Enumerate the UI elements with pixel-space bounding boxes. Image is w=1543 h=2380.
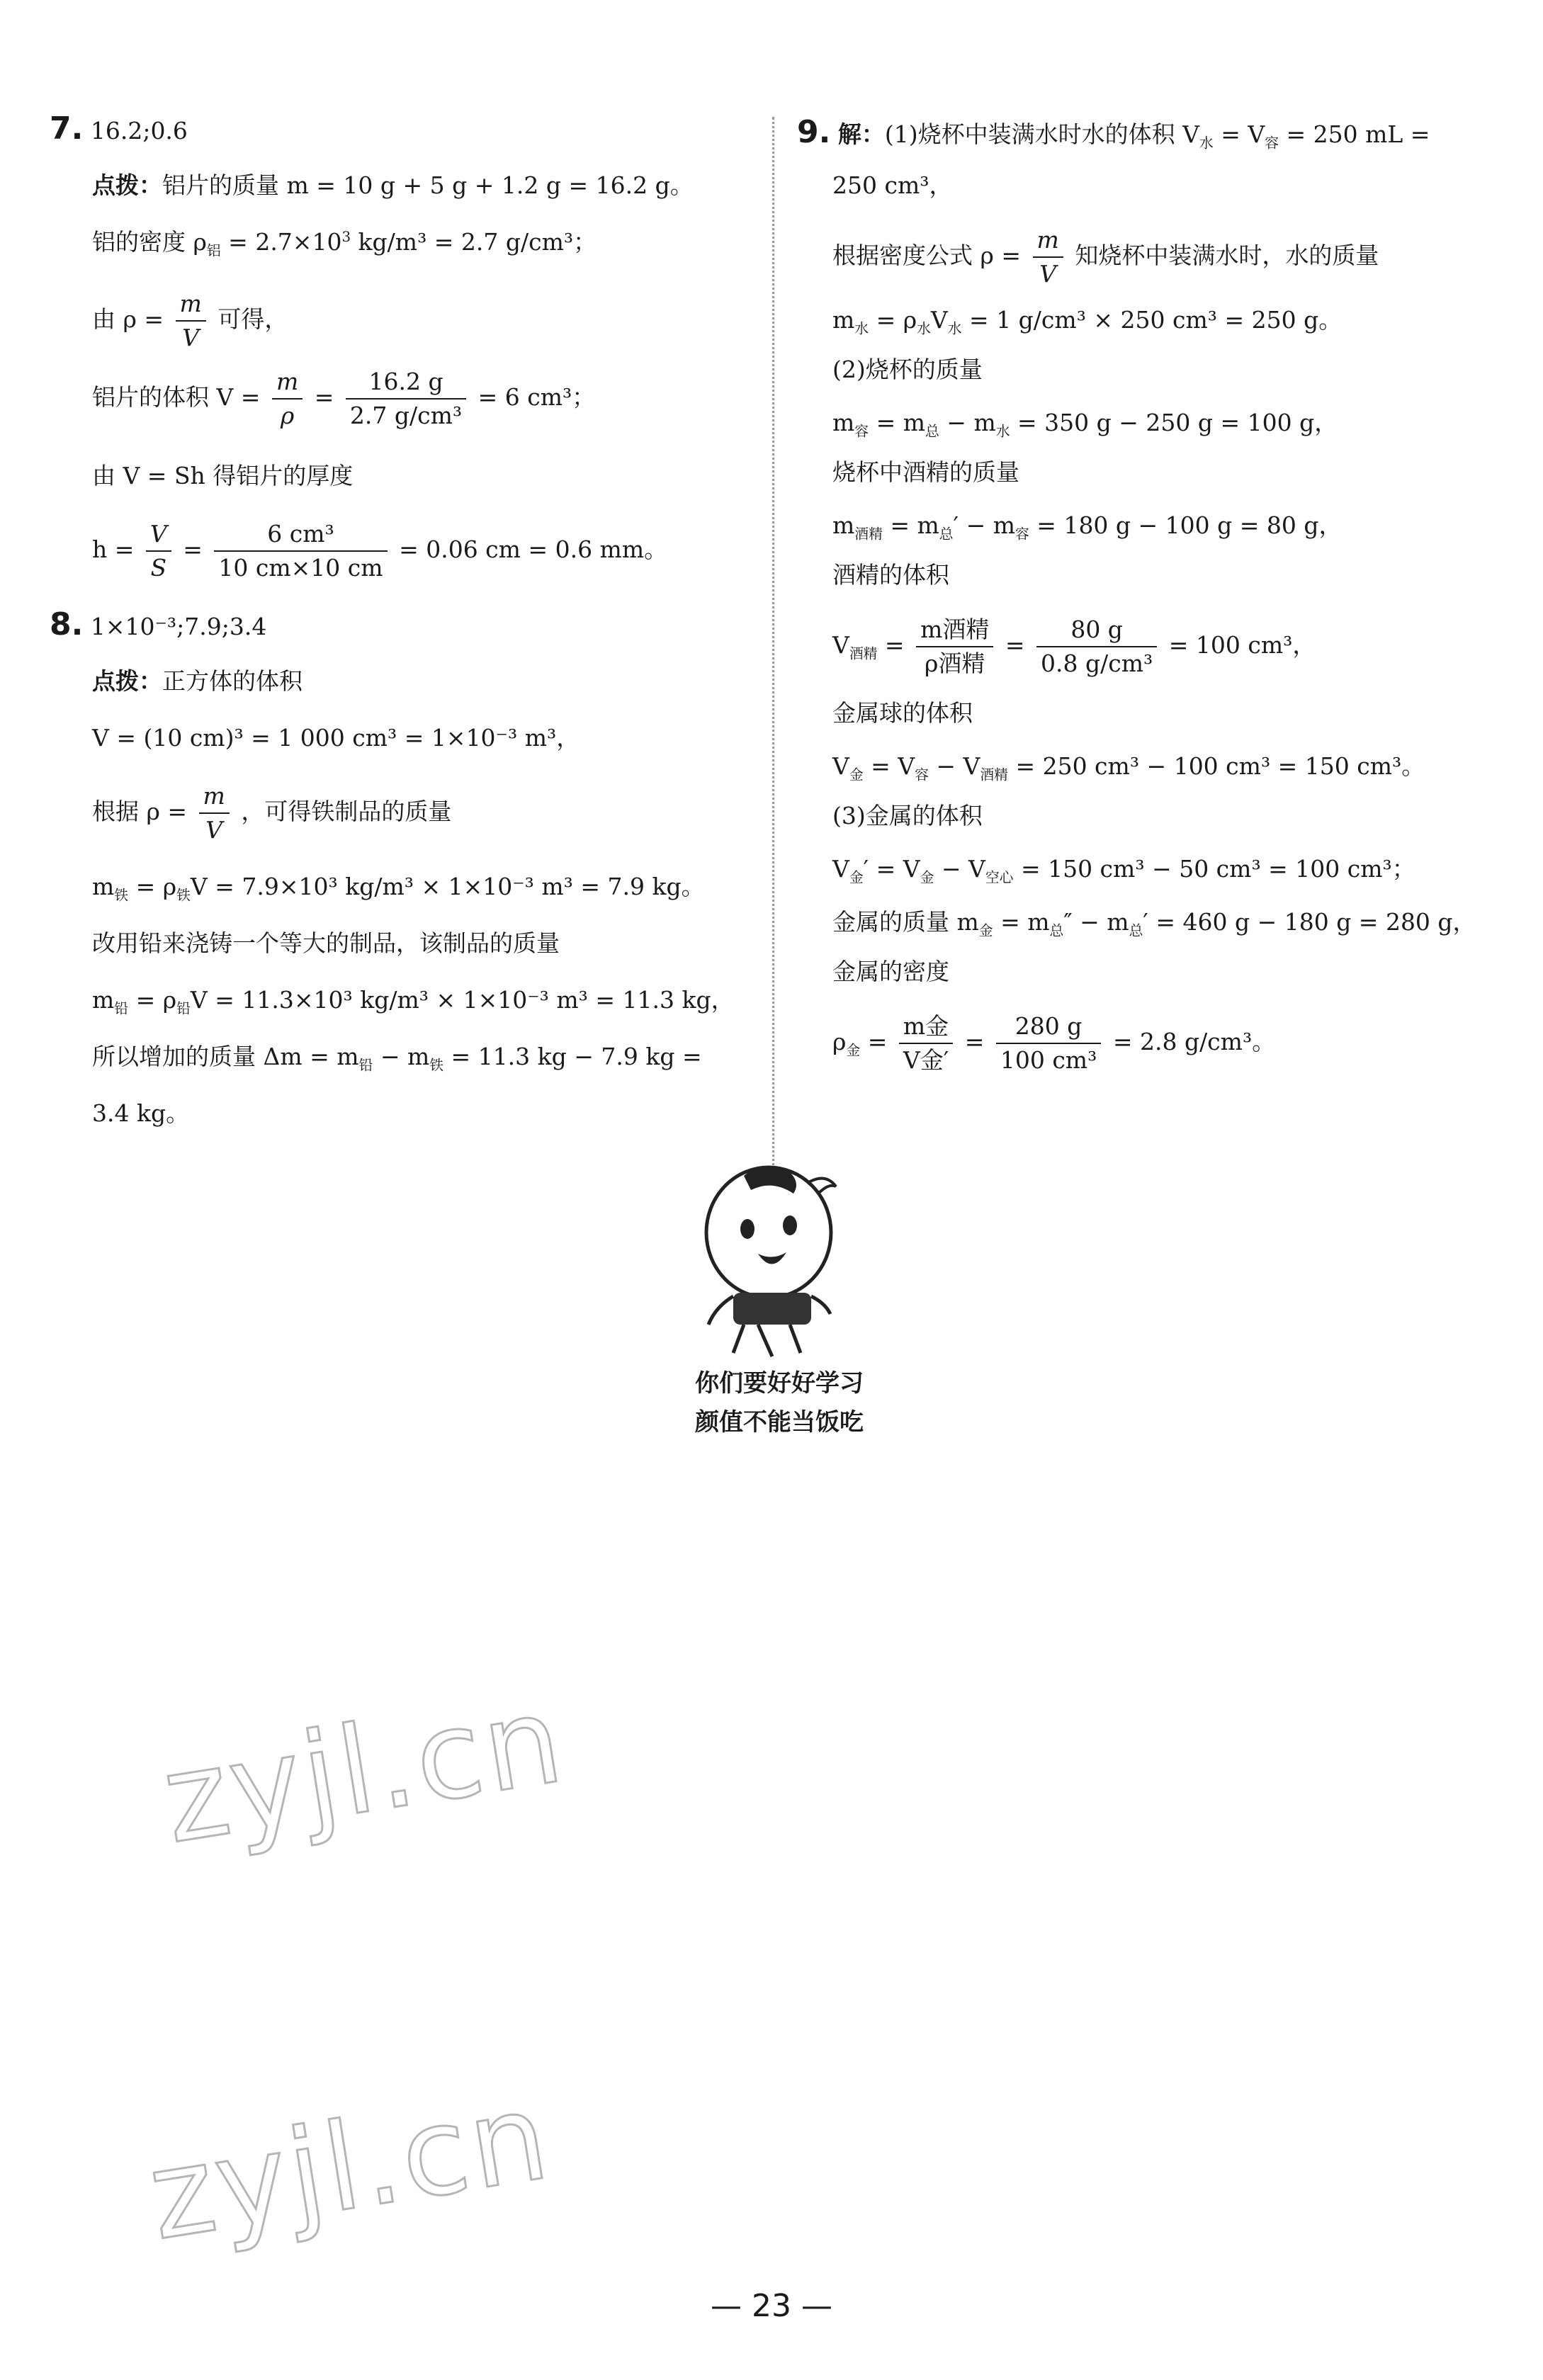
fraction <box>176 290 206 351</box>
q9-line-15 <box>832 910 1476 938</box>
fraction-numerator: m酒精 <box>916 616 993 647</box>
q9-text: V <box>832 855 849 883</box>
q8-text: − m <box>373 1043 430 1070</box>
q9-label: 解： <box>837 120 885 148</box>
q9-subscript: 水 <box>995 423 1010 440</box>
q8-text: V = 7.9×10³ kg/m³ × 1×10⁻³ m³ = 7.9 kg。 <box>190 873 705 900</box>
q8-subscript: 铁 <box>114 887 129 904</box>
q9-text: = 250 mL = <box>1278 120 1430 148</box>
q9-text: (2)烧杯的质量 <box>832 356 983 383</box>
q8-text: V = (10 cm)³ = 1 000 cm³ = 1×10⁻³ m³， <box>92 724 580 752</box>
fraction <box>899 1013 953 1074</box>
q9-text: 金属球的体积 <box>832 699 973 727</box>
q8-text: = ρ <box>128 986 177 1014</box>
q9-text: = V <box>863 752 915 780</box>
q8-line-4 <box>92 931 560 955</box>
q7-text: 由 V = Sh 得铝片的厚度 <box>92 462 354 489</box>
q9-text: − V <box>934 855 985 883</box>
q9-subscript: 容 <box>1265 135 1279 152</box>
q9-line-16 <box>832 960 949 983</box>
fraction-denominator: V金′ <box>903 1046 949 1074</box>
q7-answer-line <box>50 110 188 147</box>
q7-hint-label: 点拨： <box>92 171 162 199</box>
q9-text: 知烧杯中装满水时，水的质量 <box>1075 241 1379 269</box>
fraction-numerator: m金 <box>899 1013 953 1044</box>
q9-line-4 <box>832 308 1342 336</box>
q9-subscript: 金 <box>849 766 864 783</box>
q7-line-3 <box>92 290 288 351</box>
q9-text: 酒精的体积 <box>832 561 949 589</box>
q9-line-14 <box>832 857 1415 885</box>
q8-text: 3.4 kg。 <box>92 1099 190 1127</box>
q9-line-7 <box>832 460 1019 484</box>
q9-line-8 <box>832 511 1343 543</box>
q8-subscript: 铅 <box>114 1000 129 1017</box>
q7-superscript: 3 <box>341 229 351 245</box>
q9-text: m <box>832 511 855 539</box>
q8-subscript: 铁 <box>429 1057 444 1074</box>
q9-subscript: 总 <box>925 423 939 440</box>
fraction-denominator: V <box>1039 259 1057 288</box>
q8-hint-line <box>92 669 303 693</box>
q8-subscript: 铁 <box>176 887 191 904</box>
q9-text: ′ = V <box>863 855 920 883</box>
q7-text: = 0.06 cm = 0.6 mm。 <box>399 535 668 563</box>
q8-text: 改用铅来浇铸一个等大的制品，该制品的质量 <box>92 929 560 957</box>
q7-line-6 <box>92 521 667 582</box>
q9-text: m <box>832 306 855 334</box>
fraction-denominator: 0.8 g/cm³ <box>1041 649 1153 677</box>
q9-text: = 250 cm³ − 100 cm³ = 150 cm³。 <box>1007 752 1425 780</box>
equals-sign: = <box>183 535 203 563</box>
q8-line-2 <box>92 783 451 844</box>
q9-text: V <box>832 630 849 659</box>
q8-text: m <box>92 986 115 1014</box>
q9-text: 根据密度公式 ρ = <box>832 241 1022 269</box>
q7-number: 7. <box>50 110 84 147</box>
fraction-numerator: 80 g <box>1036 616 1157 647</box>
fraction-denominator: ρ <box>280 401 295 429</box>
fraction-numerator: 280 g <box>996 1013 1101 1044</box>
q9-subscript: 酒精 <box>854 526 883 543</box>
q8-text: = 11.3 kg − 7.9 kg = <box>443 1043 702 1070</box>
equals-sign: = <box>884 630 905 659</box>
q9-text: 金属的质量 m <box>832 908 979 936</box>
fraction <box>214 521 387 582</box>
fraction-numerator: V <box>146 521 171 552</box>
watermark-logo: zyjl.cn <box>154 1669 574 1871</box>
fraction <box>346 368 466 429</box>
q8-text: 正方体的体积 <box>162 667 303 695</box>
fraction-numerator: m <box>1033 227 1063 258</box>
q9-text: ρ <box>832 1027 847 1055</box>
mascot-illustration <box>666 1155 878 1360</box>
q9-text: = m <box>882 511 939 539</box>
q9-line-1 <box>797 114 1430 152</box>
q9-text: = m <box>993 908 1050 936</box>
q8-line-3 <box>92 875 705 902</box>
q9-subscript: 总 <box>1129 922 1143 939</box>
q7-text: = 2.7×10 <box>220 228 342 256</box>
q9-line-6 <box>832 411 1338 438</box>
q9-text: = 100 cm³， <box>1168 630 1316 659</box>
q9-text: = ρ <box>869 306 917 334</box>
q8-hint-label: 点拨： <box>92 667 162 695</box>
q7-line-4 <box>92 368 595 429</box>
q8-text: 所以增加的质量 Δm = m <box>92 1043 359 1070</box>
fraction <box>1036 616 1157 677</box>
q9-text: (3)金属的体积 <box>832 802 983 829</box>
fraction-denominator: 100 cm³ <box>1000 1046 1097 1074</box>
fraction <box>199 783 230 844</box>
q8-text: V = 11.3×10³ kg/m³ × 1×10⁻³ m³ = 11.3 kg， <box>190 986 735 1014</box>
q9-line-13 <box>832 804 983 827</box>
q8-number: 8. <box>50 606 84 642</box>
q9-text: = 2.8 g/cm³。 <box>1112 1027 1276 1055</box>
q9-subscript: 空心 <box>985 869 1014 886</box>
q9-subscript: 金 <box>849 869 864 886</box>
q7-text: 可得， <box>217 305 288 333</box>
q9-text: − m <box>939 409 996 436</box>
q9-subscript: 金 <box>978 922 993 939</box>
q7-text: = 6 cm³； <box>477 382 596 411</box>
q8-answer: 1×10⁻³;7.9;3.4 <box>90 613 267 640</box>
q9-subscript: 水 <box>1199 135 1214 152</box>
q8-line-5 <box>92 988 735 1016</box>
mascot-caption-line-2: 颜值不能当饭吃 <box>695 1408 864 1436</box>
q9-line-12 <box>832 754 1425 782</box>
watermark-logo: zyjl.cn <box>140 2066 560 2268</box>
q9-text: = 180 g − 100 g = 80 g， <box>1029 511 1343 539</box>
q9-line-10 <box>832 616 1316 677</box>
fraction-numerator: m <box>272 368 303 400</box>
q9-subscript: 金 <box>846 1042 861 1059</box>
q9-subscript: 水 <box>917 320 931 337</box>
q9-line-11 <box>832 701 973 725</box>
q8-line-7 <box>92 1101 189 1125</box>
q9-subscript: 容 <box>915 766 929 783</box>
q9-subscript: 容 <box>854 423 869 440</box>
q8-line-6 <box>92 1045 702 1072</box>
q9-subscript: 金 <box>920 869 934 886</box>
equals-sign: = <box>867 1027 888 1055</box>
q9-line-2 <box>832 171 953 199</box>
q8-subscript: 铅 <box>358 1057 373 1074</box>
fraction <box>146 521 171 582</box>
q9-subscript: 容 <box>1015 526 1029 543</box>
q7-text: 铝片的质量 m = 10 g + 5 g + 1.2 g = 16.2 g。 <box>162 171 694 199</box>
q8-text: 根据 ρ = <box>92 797 188 825</box>
q7-text: h = <box>92 535 135 563</box>
q9-text: = 150 cm³ − 50 cm³ = 100 cm³； <box>1013 855 1415 883</box>
fraction-denominator: 10 cm×10 cm <box>218 553 383 582</box>
q9-line-17 <box>832 1013 1275 1074</box>
q9-text: V <box>832 752 849 780</box>
equals-sign: = <box>964 1027 985 1055</box>
mascot-caption-line-1: 你们要好好学习 <box>695 1369 864 1398</box>
fraction-denominator: 2.7 g/cm³ <box>349 401 463 429</box>
page-number: — 23 — <box>711 2288 832 2324</box>
q9-number: 9. <box>797 114 831 150</box>
q9-text: 250 cm³， <box>832 171 953 199</box>
q8-text: m <box>92 873 115 900</box>
q9-text: ″ − m <box>1063 908 1129 936</box>
q7-answer: 16.2;0.6 <box>90 117 188 144</box>
q9-text: = m <box>869 409 926 436</box>
fraction-numerator: m <box>199 783 230 814</box>
equals-sign: = <box>1005 630 1025 659</box>
q9-subscript: 水 <box>854 320 869 337</box>
q8-text: = ρ <box>128 873 177 900</box>
q7-line-5 <box>92 464 353 487</box>
q9-subscript: 酒精 <box>849 645 878 662</box>
q9-subscript: 水 <box>947 320 962 337</box>
q9-text: 金属的密度 <box>832 958 949 985</box>
fraction-denominator: S <box>150 553 167 582</box>
fraction <box>916 616 993 677</box>
q9-text: = 350 g − 250 g = 100 g， <box>1010 409 1338 436</box>
fraction-denominator: V <box>205 815 223 844</box>
fraction <box>1033 227 1063 288</box>
q9-text: ′ − m <box>953 511 1016 539</box>
q9-text: = 1 g/cm³ × 250 cm³ = 250 g。 <box>961 306 1343 334</box>
fraction-denominator: ρ酒精 <box>925 649 985 677</box>
q9-text: = V <box>1213 120 1265 148</box>
fraction-numerator: 16.2 g <box>346 368 466 400</box>
fraction-numerator: m <box>176 290 206 322</box>
q9-text: m <box>832 409 855 436</box>
q7-hint-line-1 <box>92 171 694 199</box>
q8-answer-line <box>50 606 267 642</box>
q7-text: kg/m³ = 2.7 g/cm³； <box>351 228 597 256</box>
q8-text: ，可得铁制品的质量 <box>241 797 452 825</box>
column-divider <box>772 117 774 1179</box>
q9-text: 烧杯中酒精的质量 <box>832 458 1019 486</box>
q7-line-2 <box>92 230 597 258</box>
q9-line-5 <box>832 358 983 381</box>
q7-text: 铝的密度 ρ <box>92 228 207 256</box>
q9-subscript: 酒精 <box>980 766 1008 783</box>
q9-text: V <box>930 306 948 334</box>
q7-subscript: 铝 <box>206 242 221 259</box>
q9-text: ′ = 460 g − 180 g = 280 g， <box>1143 908 1476 936</box>
q9-line-9 <box>832 561 949 589</box>
fraction <box>996 1013 1101 1074</box>
q7-text: 由 ρ = <box>92 305 164 333</box>
q9-text: (1)烧杯中装满水时水的体积 V <box>884 120 1199 148</box>
equals-sign: = <box>314 382 334 411</box>
q9-line-3 <box>832 227 1379 288</box>
fraction-denominator: V <box>182 323 200 351</box>
q7-text: 铝片的体积 V = <box>92 382 261 411</box>
q9-subscript: 总 <box>939 526 954 543</box>
fraction <box>272 368 303 429</box>
q8-subscript: 铅 <box>176 1000 191 1017</box>
q9-text: − V <box>928 752 980 780</box>
fraction-numerator: 6 cm³ <box>214 521 387 552</box>
q9-subscript: 总 <box>1049 922 1064 939</box>
q8-line-1 <box>92 724 580 752</box>
